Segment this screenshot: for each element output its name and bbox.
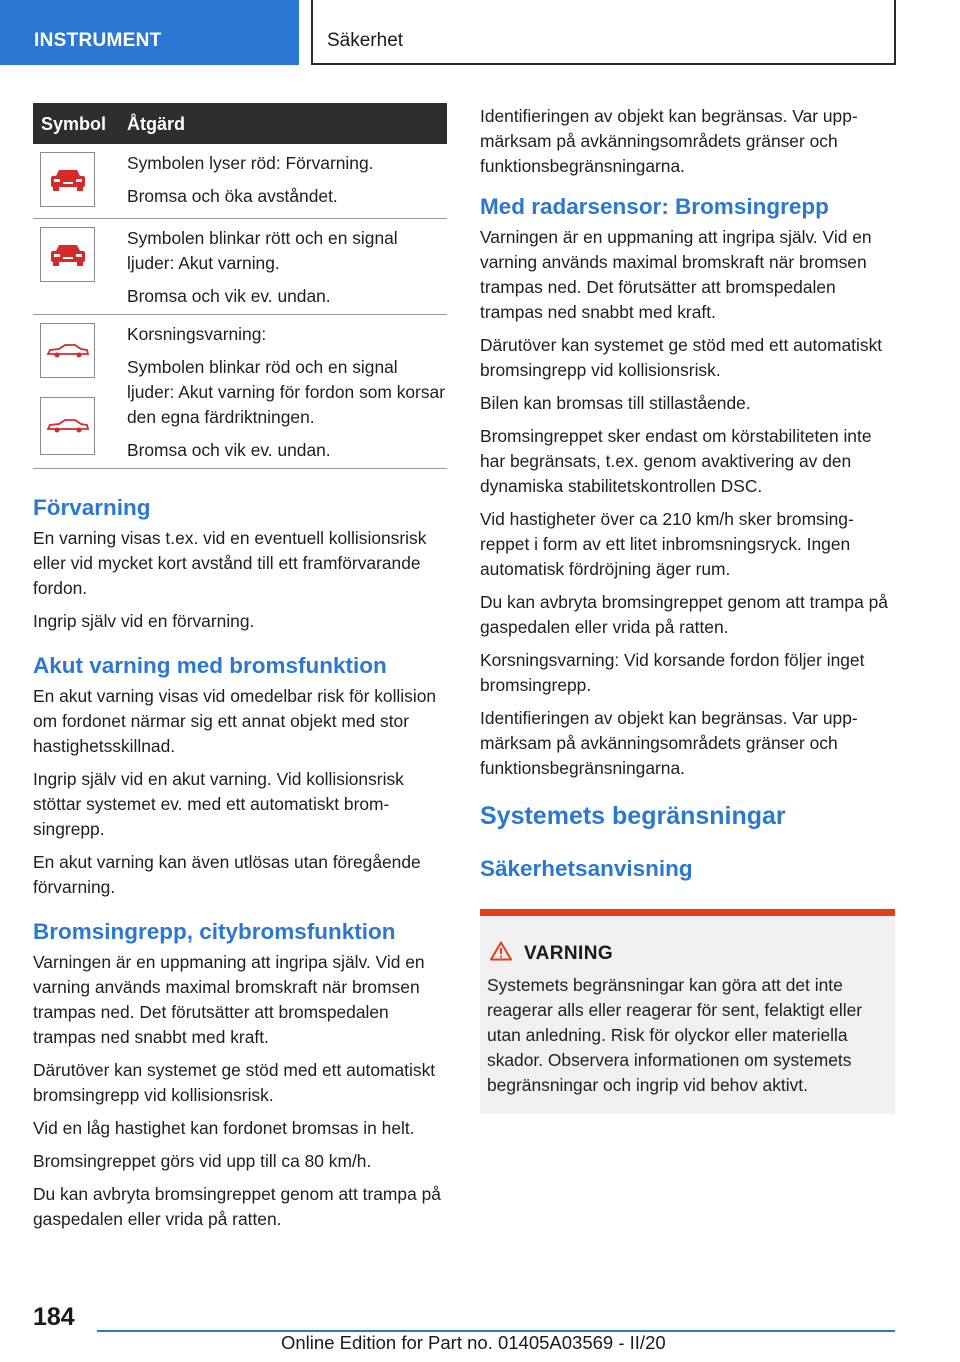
car-front-icon — [40, 227, 95, 282]
right-column — [480, 104, 895, 887]
intro-paragraph: Identifieringen av objekt kan begränsas. Var uppmärksam på avkänningsområdets gränser och funktionsbegränsningarna. — [480, 106, 858, 176]
table-row-2 — [33, 219, 447, 315]
city-p4: Bromsingreppet görs vid upp till ca 80 km/h. — [33, 1151, 372, 1171]
radar-p6: Du kan avbryta bromsingreppet genom att trampa på gaspedalen eller vrida på ratten. — [480, 592, 888, 637]
warning-text: Systemets begränsningar kan göra att det inte reagerar alls eller reagerar för sent, felaktigt eller utan anledning. Risk för olyckor eller materiella skador. Observera informationen om systemets begränsningar och ingrip vid behov aktivt. — [487, 975, 863, 1095]
heading-akut: Akut varning med bromsfunktion — [33, 653, 387, 678]
city-p2: Därutöver kan systemet ge stöd med ett automatiskt bromsingrepp vid kollisionsrisk. — [33, 1060, 436, 1105]
left-sections — [33, 494, 447, 1240]
footer-edition: Online Edition for Part no. 01405A03569 - II/20 — [281, 1332, 666, 1353]
section-tab — [311, 0, 896, 65]
forvarning-p1: En varning visas t.ex. vid en eventuell kollisionsrisk eller vid mycket kort avstånd till ett framförvarande fordon. — [33, 528, 427, 598]
radar-p3: Bilen kan bromsas till stillastående. — [480, 393, 751, 413]
warning-box — [480, 909, 895, 1114]
city-p5: Du kan avbryta bromsingreppet genom att trampa på gaspedalen eller vrida på ratten. — [33, 1184, 441, 1229]
city-p1: Varningen är en uppmaning att ingripa själv. Vid en varning används maximal bromskraft när bromsen trampas ned. Det förutsätter att bromspedalen trampas ned snabbt med kraft. — [33, 952, 425, 1047]
akut-p3: En akut varning kan även utlösas utan föregående förvarning. — [33, 852, 421, 897]
table-block — [33, 103, 447, 144]
city-p3: Vid en låg hastighet kan fordonet bromsas in helt. — [33, 1118, 415, 1138]
car-side-icon — [40, 323, 95, 378]
heading-city: Bromsingrepp, citybromsfunktion — [33, 919, 396, 944]
row3-line2: Symbolen blinkar röd och en signal ljuder: Akut varning för fordon som korsar den egna färdriktningen. — [127, 357, 446, 427]
warning-triangle-icon — [490, 941, 512, 961]
car-front-icon — [40, 152, 95, 207]
row2-line1: Symbolen blinkar rött och en signal ljuder: Akut varning. — [127, 228, 398, 273]
row3-line3: Bromsa och vik ev. undan. — [127, 440, 331, 460]
forvarning-p2: Ingrip själv vid en förvarning. — [33, 611, 255, 631]
radar-p5: Vid hastigheter över ca 210 km/h sker bromsingreppet i form av ett litet inbromsningsryck. Ingen automatisk fördröjning äger rum. — [480, 509, 854, 579]
radar-p1: Varningen är en uppmaning att ingripa själv. Vid en varning används maximal bromskraft när bromsen trampas ned. Det förutsätter att bromspedalen trampas ned snabbt med kraft. — [480, 227, 872, 322]
warning-label: VARNING — [524, 943, 614, 964]
akut-p2: Ingrip själv vid en akut varning. Vid kollisionsrisk stöttar systemet ev. med ett automatiskt bromsingrepp. — [33, 769, 404, 839]
table-row-3 — [33, 315, 447, 469]
table-header-bar — [33, 103, 447, 144]
row2-line2: Bromsa och vik ev. undan. — [127, 286, 331, 306]
header-action-label: Åtgärd — [127, 114, 185, 134]
header-symbol-label: Symbol — [41, 114, 107, 134]
heading-safety: Säkerhetsanvisning — [480, 856, 693, 881]
radar-p7: Korsningsvarning: Vid korsande fordon följer inget bromsingrepp. — [480, 650, 865, 695]
chapter-tab — [0, 0, 299, 65]
row1-line1: Symbolen lyser röd: Förvarning. — [127, 153, 374, 173]
chapter-title: INSTRUMENT — [34, 30, 162, 51]
car-side-icon — [40, 397, 95, 455]
row3-line1: Korsningsvarning: — [127, 324, 267, 344]
heading-radar: Med radarsensor: Bromsingrepp — [480, 194, 829, 219]
page-number: 184 — [33, 1303, 75, 1331]
radar-p4: Bromsingreppet sker endast om körstabiliteten inte har begränsats, t.ex. genom avaktivering av den dynamiska stabilitetskontrollen DSC. — [480, 426, 872, 496]
radar-p2: Därutöver kan systemet ge stöd med ett automatiskt bromsingrepp vid kollisionsrisk. — [480, 335, 883, 380]
akut-p1: En akut varning visas vid omedelbar risk för kollision om fordonet närmar sig ett annat objekt med stor hastighetsskillnad. — [33, 686, 437, 756]
heading-forvarning: Förvarning — [33, 495, 151, 520]
table-row-1 — [33, 144, 447, 219]
heading-limits: Systemets begränsningar — [480, 802, 786, 830]
radar-p8: Identifieringen av objekt kan begränsas. Var uppmärksam på avkänningsområdets gränser och funktionsbegränsningarna. — [480, 708, 858, 778]
section-title: Säkerhet — [327, 30, 404, 51]
row1-line2: Bromsa och öka avståndet. — [127, 186, 338, 206]
